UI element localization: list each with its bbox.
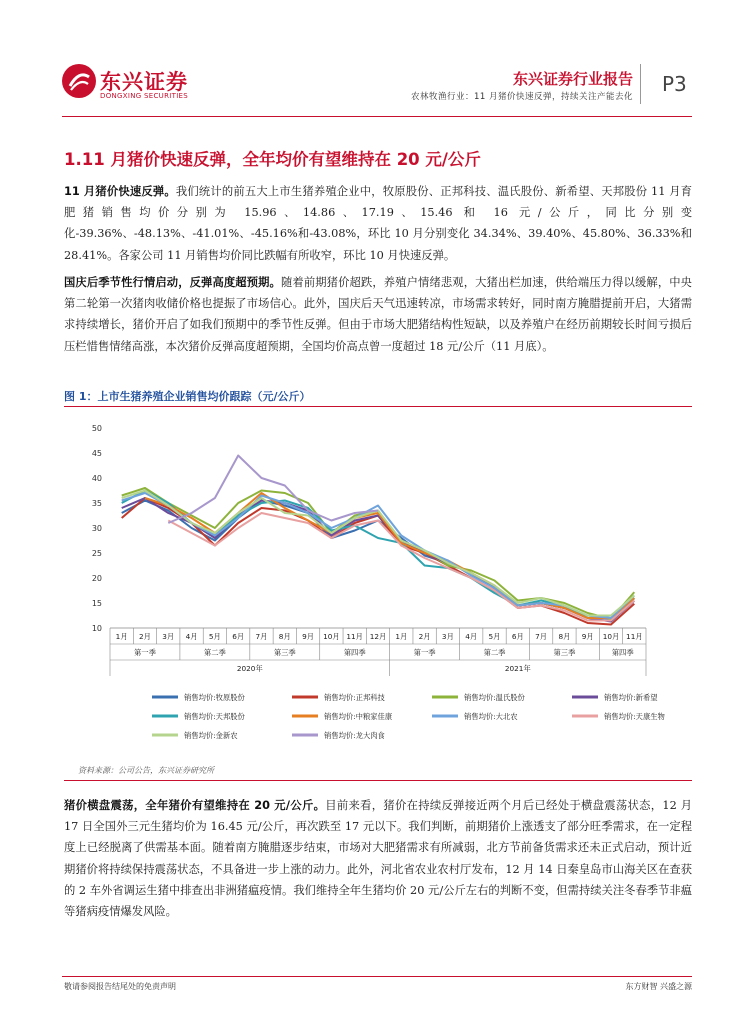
x-tick-label: 8月 [278, 632, 291, 641]
logo-text: 东兴证券 [100, 70, 188, 94]
logo-mark-icon [62, 64, 96, 98]
paragraph-1-lead: 11 月猪价快速反弹。 [64, 185, 176, 198]
footer-disclaimer: 敬请参阅报告结尾处的免责声明 [64, 982, 176, 991]
y-tick-label: 30 [91, 524, 102, 533]
x-tick-label: 8月 [558, 632, 571, 641]
quarter-label: 第一季 [413, 648, 436, 657]
quarter-label: 第三季 [553, 648, 576, 657]
legend-label: 销售均价:天邦股份 [184, 712, 245, 721]
x-tick-label: 12月 [369, 632, 387, 641]
x-tick-label: 7月 [535, 632, 548, 641]
x-tick-label: 2月 [418, 632, 431, 641]
x-tick-label: 1月 [395, 632, 408, 641]
report-subtitle: 农林牧渔行业：11 月猪价快速反弹，持续关注产能去化 [410, 92, 633, 102]
x-tick-label: 9月 [581, 632, 594, 641]
paragraph-2 [64, 272, 692, 357]
legend-label: 销售均价:天康生物 [604, 712, 665, 721]
year-label: 2020年 [236, 664, 263, 673]
legend-label: 销售均价:龙大肉食 [324, 731, 385, 740]
legend-label: 销售均价:正邦科技 [324, 693, 385, 702]
legend-label: 销售均价:金新农 [184, 731, 238, 740]
x-tick-label: 4月 [465, 632, 478, 641]
x-tick-label: 5月 [208, 632, 221, 641]
logo-english: DONGXING SECURITIES [100, 92, 189, 100]
y-tick-label: 10 [91, 624, 102, 633]
quarter-label: 第二季 [203, 648, 226, 657]
x-tick-label: 9月 [302, 632, 315, 641]
series-line [168, 456, 378, 524]
report-title: 东兴证券行业报告 [512, 70, 633, 88]
x-tick-label: 5月 [488, 632, 501, 641]
x-tick-label: 3月 [162, 632, 175, 641]
legend-label: 销售均价:温氏股份 [464, 693, 525, 702]
header-divider [640, 64, 641, 104]
y-tick-label: 50 [91, 424, 102, 433]
y-tick-label: 35 [91, 499, 102, 508]
paragraph-2-body: 随着前期猪价超跌，养殖户情绪悲观，大猪出栏加速，供给端压力得以缓解，中央第二轮第一次猪肉收储价格也提振了市场信心。此外，国庆后天气迅速转凉，市场需求转好，同时南方腌腊提前开启，大猪需求持续增长，猪价开启了如我们预期中的季节性反弹。但由于市场大肥猪结构性短缺，以及养殖户在经历前期较长时间亏损后压栏惜售情绪高涨，本次猪价反弹高度超预期，全国均价高点曾一度超过 18 元/公斤（11 月底）。 [64, 276, 692, 353]
series-line [168, 513, 634, 621]
figure-rule [64, 406, 692, 407]
paragraph-3-lead: 猪价横盘震荡，全年猪价有望维持在 20 元/公斤。 [64, 799, 326, 812]
x-tick-label: 2月 [138, 632, 151, 641]
figure-source: 资料来源：公司公告，东兴证券研究所 [78, 766, 214, 775]
x-tick-label: 3月 [441, 632, 454, 641]
legend-label: 销售均价:中粮家佳康 [324, 712, 393, 721]
x-tick-label: 7月 [255, 632, 268, 641]
paragraph-3 [64, 795, 692, 922]
x-tick-label: 10月 [602, 632, 620, 641]
quarter-label: 第四季 [611, 648, 634, 657]
page-number: P3 [662, 72, 687, 96]
figure-title: 图 1：上市生猪养殖企业销售均价跟踪（元/公斤） [64, 390, 311, 403]
paragraph-1 [64, 181, 692, 266]
x-tick-label: 1月 [115, 632, 128, 641]
footer-rule [62, 976, 692, 977]
y-tick-label: 40 [91, 474, 102, 483]
quarter-label: 第二季 [483, 648, 506, 657]
footer-slogan: 东方财智 兴盛之源 [625, 982, 692, 991]
year-label: 2021年 [504, 664, 531, 673]
header-rule [62, 116, 692, 117]
x-tick-label: 4月 [185, 632, 198, 641]
legend-label: 销售均价:新希望 [604, 693, 658, 702]
paragraph-3-body: 目前来看，猪价在持续反弹接近两个月后已经处于横盘震荡状态，12 月 17 日全国外三元生猪均价为 16.45 元/公斤，再次跌至 17 元以下。我们判断，前期猪价上涨透支了部分旺季需求，在一定程度上已经脱离了供需基本面。随着南方腌腊逐步结束，市场对大肥猪需求有所减弱，北方节前备货需求还未正式启动，预计近期猪价将持续保持震荡状态，不具备进一步上涨的动力。此外，河北省农业农村厅发布，12 月 14 日秦皇岛市山海关区在查获的 2 车外省调运生猪中排查出非洲猪瘟疫情。我们维持全年生猪均价 20 元/公斤左右的判断不变，但需持续关注冬春季节非瘟等猪病疫情爆发风险。 [64, 799, 692, 919]
quarter-label: 第三季 [273, 648, 296, 657]
section-title: 1.11 月猪价快速反弹，全年均价有望维持在 20 元/公斤 [64, 150, 481, 169]
series-line [145, 493, 634, 618]
quarter-label: 第一季 [134, 648, 156, 657]
source-rule [64, 780, 692, 781]
x-tick-label: 6月 [511, 632, 524, 641]
paragraph-2-lead: 国庆后季节性行情启动，反弹高度超预期。 [64, 276, 281, 289]
y-tick-label: 45 [91, 449, 102, 458]
y-tick-label: 25 [91, 549, 102, 558]
quarter-label: 第四季 [343, 648, 366, 657]
legend-label: 销售均价:牧原股份 [184, 693, 245, 702]
legend-label: 销售均价:大北农 [464, 712, 518, 721]
x-tick-label: 6月 [232, 632, 245, 641]
y-tick-label: 20 [91, 574, 102, 583]
y-tick-label: 15 [91, 599, 102, 608]
x-tick-label: 10月 [323, 632, 340, 641]
x-tick-label: 11月 [346, 632, 363, 641]
line-chart [64, 412, 692, 757]
x-tick-label: 11月 [626, 632, 643, 641]
paragraph-1-body: 我们统计的前五大上市生猪养殖企业中，牧原股份、正邦科技、温氏股份、新希望、天邦股份 11 月育肥猪销售均价分别为 15.96、14.86、17.19、15.46 和 16 元/公斤，同比分别变化-39.36%、-48.13%、-41.01%、-45.16%和-43.08%，环比 10 月分别变化 34.34%、39.40%、45.80%、36.33%和 28.41%。各家公司 11 月销售均价同比跌幅有所收窄，环比 10 月快速反弹。 [64, 185, 693, 262]
